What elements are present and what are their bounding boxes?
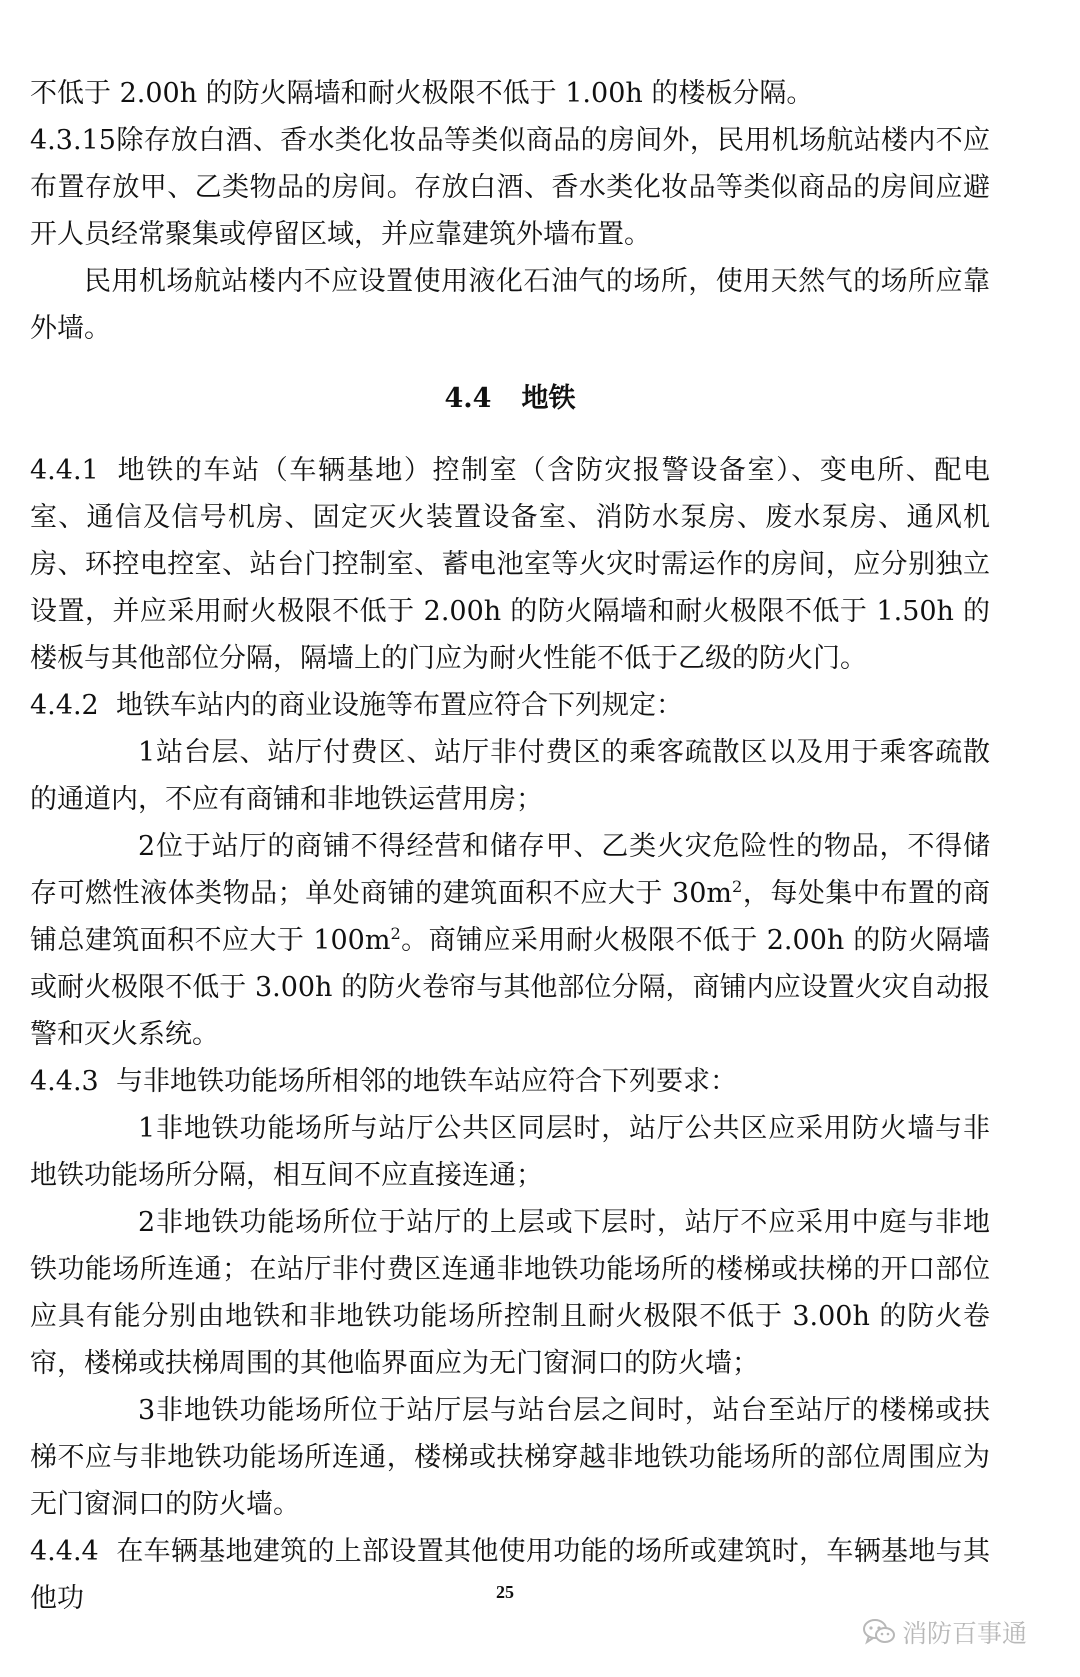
item-text: 站台层、站厅付费区、站厅非付费区的乘客疏散区以及用于乘客疏散的通道内，不应有商铺和非地铁运营用房； (30, 737, 990, 815)
clause-number: 4.4.2 (30, 690, 99, 721)
clause-number: 4.4.1 (30, 455, 99, 486)
clause-4-3-15 (30, 117, 990, 258)
clause-4-4-3-item-1 (30, 1105, 990, 1199)
paragraph-continuation (30, 70, 990, 117)
clause-4-4-2-item-1 (30, 729, 990, 823)
section-title: 地铁 (521, 383, 576, 414)
clause-4-4-3-item-2 (30, 1199, 990, 1387)
clause-text: 地铁车站内的商业设施等布置应符合下列规定： (116, 690, 683, 721)
clause-text: 在车辆基地建筑的上部设置其他使用功能的场所或建筑时，车辆基地与其他功 (30, 1536, 990, 1614)
clause-text: 地铁的车站（车辆基地）控制室（含防灾报警设备室）、变电所、配电室、通信及信号机房、固定灭火装置设备室、消防水泵房、废水泵房、通风机房、环控电控室、站台门控制室、蓄电池室等火灾时需运作的房间，应分别独立设置，并应采用耐火极限不低于 2.00h 的防火隔墙和耐火极限不低于 1.50h 的楼板与其他部位分隔，隔墙上的门应为耐火性能不低于乙级的防火门。 (30, 455, 990, 674)
superscript: 2 (732, 877, 743, 896)
item-text: 非地铁功能场所位于站厅层与站台层之间时，站台至站厅的楼梯或扶梯不应与非地铁功能场所连通，楼梯或扶梯穿越非地铁功能场所的部位周围应为无门窗洞口的防火墙。 (30, 1395, 990, 1520)
item-text-part-c: 。商铺应采用耐火极限不低于 2.00h 的防火隔墙或耐火极限不低于 3.00h 的防火卷帘与其他部位分隔，商铺内应设置火灾自动报警和灭火系统。 (30, 925, 990, 1050)
clause-text: 除存放白酒、香水类化妆品等类似商品的房间外，民用机场航站楼内不应布置存放甲、乙类物品的房间。存放白酒、香水类化妆品等类似商品的房间应避开人员经常聚集或停留区域，并应靠建筑外墙布置。 (30, 125, 990, 250)
paragraph-text: 不低于 2.00h 的防火隔墙和耐火极限不低于 1.00h 的楼板分隔。 (30, 78, 814, 109)
section-number: 4.4 (444, 383, 492, 414)
clause-number: 4.4.4 (30, 1536, 99, 1567)
section-heading (30, 375, 990, 422)
clause-number: 4.4.3 (30, 1066, 99, 1097)
watermark-text: 消防百事通 (902, 1619, 1028, 1648)
superscript: 2 (390, 924, 401, 943)
item-text: 非地铁功能场所与站厅公共区同层时，站厅公共区应采用防火墙与非地铁功能场所分隔，相互间不应直接连通； (30, 1113, 990, 1191)
clause-4-4-2 (30, 682, 990, 729)
clause-4-4-3 (30, 1058, 990, 1105)
wechat-icon (862, 1617, 896, 1647)
clause-4-4-2-item-2 (30, 823, 990, 1058)
page-number: 25 (496, 1582, 514, 1602)
item-number: 2 (138, 1207, 156, 1238)
paragraph-text: 民用机场航站楼内不应设置使用液化石油气的场所，使用天然气的场所应靠外墙。 (30, 266, 990, 344)
item-text-part-b: ，每处集中布置的商铺总建筑面积不应大于 100m (30, 878, 991, 956)
clause-text: 与非地铁功能场所相邻的地铁车站应符合下列要求： (116, 1066, 737, 1097)
item-text-part-a: 位于站厅的商铺不得经营和储存甲、乙类火灾危险性的物品，不得储存可燃性液体类物品；单处商铺的建筑面积不应大于 30m (30, 831, 990, 909)
clause-4-4-4 (30, 1528, 990, 1622)
clause-number: 4.3.15 (30, 125, 116, 156)
document-body (30, 70, 990, 1622)
item-number: 1 (138, 1113, 156, 1144)
watermark (862, 1612, 1027, 1652)
paragraph-airport-gas (30, 258, 990, 352)
item-number: 2 (138, 831, 156, 862)
item-text: 非地铁功能场所位于站厅的上层或下层时，站厅不应采用中庭与非地铁功能场所连通；在站厅非付费区连通非地铁功能场所的楼梯或扶梯的开口部位应具有能分别由地铁和非地铁功能场所控制且耐火极限不低于 3.00h 的防火卷帘，楼梯或扶梯周围的其他临界面应为无门窗洞口的防火墙； (30, 1207, 990, 1379)
clause-4-4-3-item-3 (30, 1387, 990, 1528)
item-number: 3 (138, 1395, 156, 1426)
clause-4-4-1 (30, 447, 990, 682)
item-number: 1 (138, 737, 156, 768)
